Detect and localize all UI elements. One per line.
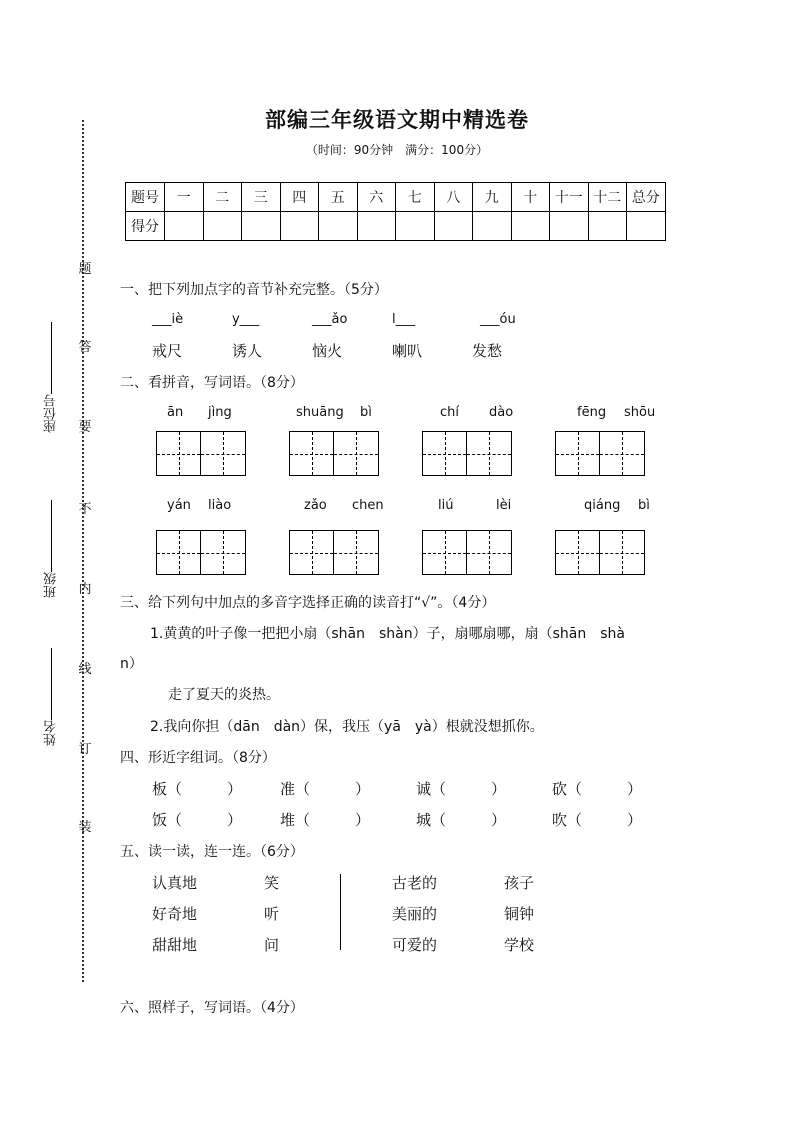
binding-char-7: 订 xyxy=(78,742,92,757)
header-cell: 总分 xyxy=(627,183,666,212)
score-cell[interactable] xyxy=(473,212,512,241)
score-cell[interactable] xyxy=(242,212,281,241)
score-table-header-row xyxy=(126,183,666,212)
score-cell[interactable] xyxy=(434,212,473,241)
score-cell[interactable] xyxy=(550,212,589,241)
writing-cell[interactable] xyxy=(467,530,512,575)
binding-char-1: 题 xyxy=(78,262,92,277)
binding-char-5: 内 xyxy=(78,582,92,597)
s1-pinyin-blank[interactable]: l___ xyxy=(392,312,416,327)
s2-pinyin: bì xyxy=(360,405,372,420)
s5-left-word[interactable]: 好奇地 xyxy=(152,905,198,923)
header-cell: 四 xyxy=(280,183,319,212)
s2-pinyin: jìng xyxy=(208,405,232,420)
s1-word: 发愁 xyxy=(472,342,503,360)
class-label: 班级 xyxy=(44,572,59,598)
writing-cell[interactable] xyxy=(422,431,467,476)
writing-cell[interactable] xyxy=(334,431,379,476)
header-cell: 十二 xyxy=(588,183,627,212)
s3-sentence-2: 2.我向你担（dān dàn）保，我压（yā yà）根就没想抓你。 xyxy=(150,719,544,735)
score-cell[interactable] xyxy=(357,212,396,241)
s1-pinyin-blank[interactable]: ___óu xyxy=(480,312,516,327)
score-cell[interactable] xyxy=(396,212,435,241)
s4-item[interactable]: 砍（ ） xyxy=(552,780,643,798)
s2-pinyin: liào xyxy=(208,498,232,513)
s2-pinyin: zǎo xyxy=(304,498,327,513)
writing-grid[interactable] xyxy=(156,530,246,575)
writing-grid[interactable] xyxy=(289,530,379,575)
s2-pinyin: chí xyxy=(440,405,459,420)
seat-number-label: 座位号 xyxy=(44,394,59,433)
header-cell: 二 xyxy=(203,183,242,212)
s5-right-match[interactable]: 学校 xyxy=(504,936,535,954)
header-cell: 一 xyxy=(165,183,204,212)
s2-pinyin: chen xyxy=(352,498,384,513)
exam-time-info: （时间：90分钟 满分：100分） xyxy=(305,143,489,157)
writing-cell[interactable] xyxy=(334,530,379,575)
s1-pinyin-blank[interactable]: ___ǎo xyxy=(312,312,348,327)
header-cell: 五 xyxy=(319,183,358,212)
writing-cell[interactable] xyxy=(289,530,334,575)
s4-item[interactable]: 饭（ ） xyxy=(152,811,243,829)
header-cell: 十一 xyxy=(550,183,589,212)
header-cell: 七 xyxy=(396,183,435,212)
writing-cell[interactable] xyxy=(156,530,201,575)
writing-cell[interactable] xyxy=(555,431,600,476)
s5-left-word[interactable]: 认真地 xyxy=(152,874,198,892)
writing-grid[interactable] xyxy=(289,431,379,476)
s5-right-word[interactable]: 美丽的 xyxy=(392,905,438,923)
writing-cell[interactable] xyxy=(156,431,201,476)
s2-pinyin: dào xyxy=(489,405,514,420)
writing-grid[interactable] xyxy=(555,530,645,575)
writing-grid[interactable] xyxy=(422,530,512,575)
s5-left-word[interactable]: 甜甜地 xyxy=(152,936,198,954)
writing-cell[interactable] xyxy=(289,431,334,476)
s1-word: 恼火 xyxy=(312,342,343,360)
s1-word: 戒尺 xyxy=(152,342,183,360)
score-cell[interactable] xyxy=(627,212,666,241)
s4-item[interactable]: 堆（ ） xyxy=(280,811,371,829)
s2-pinyin: lèi xyxy=(496,498,512,513)
score-cell[interactable] xyxy=(280,212,319,241)
class-field[interactable] xyxy=(42,500,61,598)
writing-cell[interactable] xyxy=(201,431,246,476)
s5-left-match[interactable]: 问 xyxy=(264,936,280,954)
s4-item[interactable]: 城（ ） xyxy=(416,811,507,829)
header-cell: 六 xyxy=(357,183,396,212)
section-1-heading: 一、把下列加点字的音节补充完整。（5分） xyxy=(120,282,388,298)
binding-dotted-line xyxy=(82,120,84,982)
header-cell: 九 xyxy=(473,183,512,212)
section-2-heading: 二、看拼音，写词语。（8分） xyxy=(120,375,304,391)
writing-cell[interactable] xyxy=(467,431,512,476)
s5-right-match[interactable]: 铜钟 xyxy=(504,905,535,923)
header-cell: 十 xyxy=(511,183,550,212)
binding-char-4: 不 xyxy=(78,502,92,517)
s5-left-match[interactable]: 笑 xyxy=(264,874,280,892)
score-cell[interactable] xyxy=(203,212,242,241)
writing-grid[interactable] xyxy=(156,431,246,476)
header-cell: 题号 xyxy=(126,183,165,212)
s2-pinyin: qiáng xyxy=(584,498,621,513)
s2-pinyin: yán xyxy=(167,498,191,513)
s2-pinyin: shuāng xyxy=(296,405,344,420)
writing-cell[interactable] xyxy=(555,530,600,575)
s1-word: 喇叭 xyxy=(392,342,423,360)
s3-sentence-1-wrap: n） xyxy=(120,656,143,672)
score-cell[interactable] xyxy=(319,212,358,241)
s2-pinyin: liú xyxy=(438,498,454,513)
writing-cell[interactable] xyxy=(201,530,246,575)
name-field[interactable] xyxy=(42,648,61,746)
binding-char-3: 要 xyxy=(78,420,92,435)
s4-item[interactable]: 准（ ） xyxy=(280,780,371,798)
score-cell[interactable] xyxy=(165,212,204,241)
section-5-heading: 五、读一读，连一连。（6分） xyxy=(120,844,304,860)
s2-pinyin: ān xyxy=(167,405,184,420)
section-6-heading: 六、照样子，写词语。（4分） xyxy=(120,1000,304,1016)
page-title: 部编三年级语文期中精选卷 xyxy=(265,107,529,132)
binding-char-8: 装 xyxy=(78,820,92,835)
s5-divider xyxy=(340,874,341,950)
s5-left-match[interactable]: 听 xyxy=(264,905,280,923)
s4-item[interactable]: 板（ ） xyxy=(152,780,243,798)
header-cell: 八 xyxy=(434,183,473,212)
score-cell[interactable] xyxy=(588,212,627,241)
s2-pinyin: shōu xyxy=(624,405,656,420)
writing-grid[interactable] xyxy=(555,431,645,476)
s3-sentence-1-cont: 走了夏天的炎热。 xyxy=(168,687,280,703)
header-cell: 三 xyxy=(242,183,281,212)
s3-sentence-1: 1.黄黄的叶子像一把把小扇（shān shàn）子，扇哪扇哪，扇（shān shà xyxy=(150,626,625,642)
name-label: 姓名 xyxy=(44,720,59,746)
s1-pinyin-blank[interactable]: y___ xyxy=(232,312,260,327)
score-table xyxy=(125,182,666,241)
score-row-label: 得分 xyxy=(126,212,165,241)
section-4-heading: 四、形近字组词。（8分） xyxy=(120,750,276,766)
binding-char-2: 答 xyxy=(78,340,92,355)
s5-right-word[interactable]: 古老的 xyxy=(392,874,438,892)
writing-cell[interactable] xyxy=(600,530,645,575)
s1-word: 诱人 xyxy=(232,342,263,360)
s4-item[interactable]: 吹（ ） xyxy=(552,811,643,829)
score-cell[interactable] xyxy=(511,212,550,241)
binding-char-6: 线 xyxy=(78,662,92,677)
writing-cell[interactable] xyxy=(422,530,467,575)
s5-right-match[interactable]: 孩子 xyxy=(504,874,535,892)
writing-grid[interactable] xyxy=(422,431,512,476)
s2-pinyin: fēng xyxy=(577,405,607,420)
s1-pinyin-blank[interactable]: ___iè xyxy=(152,312,184,327)
section-3-heading: 三、给下列句中加点的多音字选择正确的读音打“√”。（4分） xyxy=(120,595,496,611)
s4-item[interactable]: 诚（ ） xyxy=(416,780,507,798)
score-table-score-row xyxy=(126,212,666,241)
s2-pinyin: bì xyxy=(638,498,650,513)
writing-cell[interactable] xyxy=(600,431,645,476)
s5-right-word[interactable]: 可爱的 xyxy=(392,936,438,954)
seat-number-field[interactable] xyxy=(42,322,61,433)
